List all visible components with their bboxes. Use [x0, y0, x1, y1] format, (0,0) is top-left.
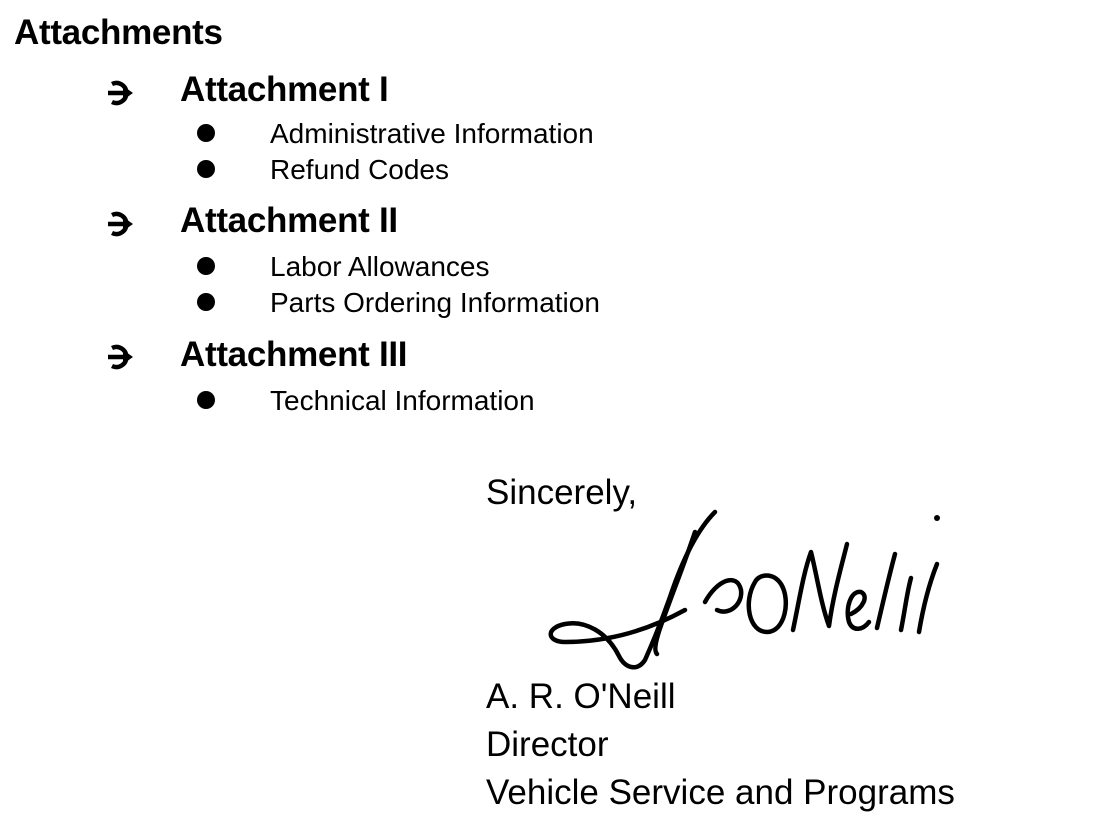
attachment-item: Labor Allowances [270, 251, 490, 282]
circled-arrow-right-icon [106, 80, 136, 106]
bullet-icon [197, 391, 215, 409]
attachments-heading: Attachments [14, 13, 223, 52]
handwritten-signature [545, 492, 965, 682]
bullet-icon [197, 293, 215, 311]
signatory-department: Vehicle Service and Programs [486, 773, 955, 812]
circled-arrow-right-icon [106, 211, 136, 237]
bullet-icon [197, 124, 215, 142]
attachment-item: Administrative Information [270, 118, 594, 149]
bullet-icon [197, 160, 215, 178]
salutation: Sincerely, [486, 473, 638, 512]
attachment-title: Attachment I [180, 70, 389, 109]
attachment-item: Refund Codes [270, 154, 450, 185]
attachment-title: Attachment II [180, 201, 398, 240]
signatory-name: A. R. O'Neill [486, 677, 676, 716]
attachment-item: Technical Information [270, 385, 535, 416]
attachment-item: Parts Ordering Information [270, 287, 600, 318]
attachment-title: Attachment III [180, 335, 408, 374]
signatory-position: Director [486, 725, 609, 764]
circled-arrow-right-icon [106, 344, 136, 370]
bullet-icon [197, 257, 215, 275]
